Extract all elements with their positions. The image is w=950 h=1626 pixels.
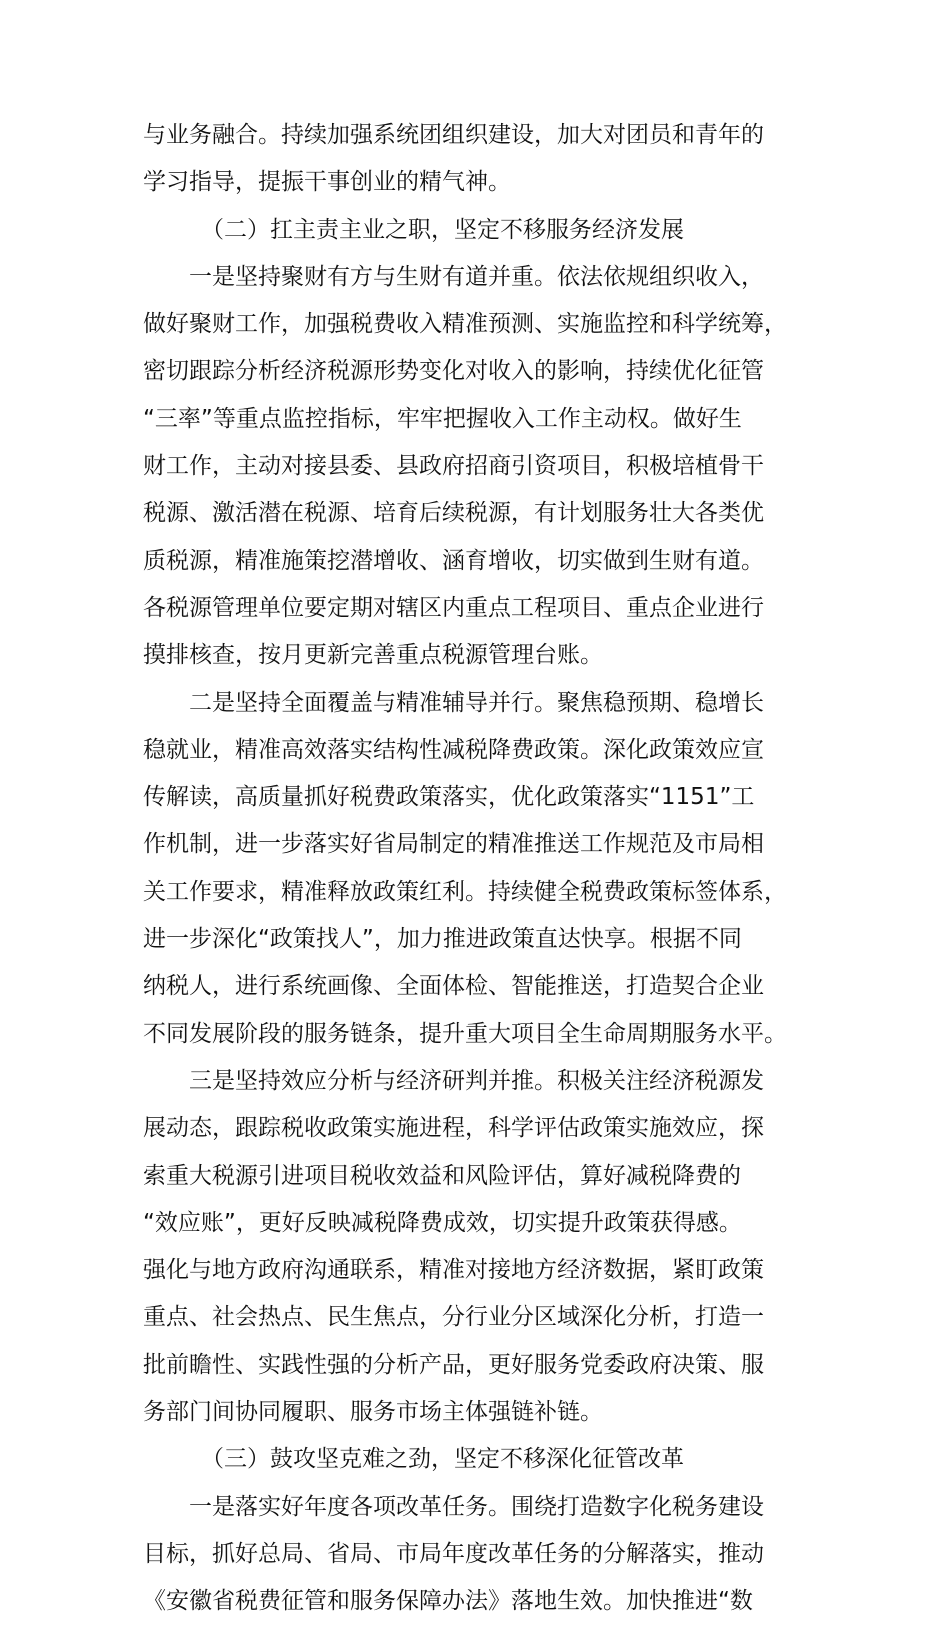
body-text-line: 进一步深化“政策找人”，加力推进政策直达快享。根据不同 — [143, 926, 742, 953]
body-text-line: 《安徽省税费征管和服务保障办法》落地生效。加快推进“数 — [143, 1588, 753, 1615]
paragraph-first-line: 二是坚持全面覆盖与精准辅导并行。聚焦稳预期、稳增长 — [189, 689, 764, 716]
body-text-line: 摸排核查，按月更新完善重点税源管理台账。 — [143, 642, 603, 669]
body-text-line: 纳税人，进行系统画像、全面体检、智能推送，打造契合企业 — [143, 973, 764, 1000]
body-text-line: 展动态，跟踪税收政策实施进程，科学评估政策实施效应，探 — [143, 1115, 764, 1142]
body-text-line: 务部门间协同履职、服务市场主体强链补链。 — [143, 1399, 603, 1426]
body-text-line: 与业务融合。持续加强系统团组织建设，加大对团员和青年的 — [143, 122, 764, 148]
body-text-line: “三率”等重点监控指标，牢牢把握收入工作主动权。做好生 — [143, 405, 742, 432]
body-text-line: 不同发展阶段的服务链条，提升重大项目全生命周期服务水平。 — [143, 1020, 787, 1047]
body-text-line: 索重大税源引进项目税收效益和风险评估，算好减税降费的 — [143, 1162, 741, 1189]
body-text-line: 学习指导，提振干事创业的精气神。 — [143, 169, 511, 196]
section-heading: （二）扛主责主业之职，坚定不移服务经济发展 — [201, 216, 684, 243]
body-text-line: 质税源，精准施策挖潜增收、涵育增收，切实做到生财有道。 — [143, 547, 764, 574]
body-text-line: 密切跟踪分析经济税源形势变化对收入的影响，持续优化征管 — [143, 358, 764, 385]
body-text-line: “效应账”，更好反映减税降费成效，切实提升政策获得感。 — [143, 1209, 742, 1236]
section-heading: （三）鼓攻坚克难之劲，坚定不移深化征管改革 — [201, 1446, 684, 1473]
body-text-line: 稳就业，精准高效落实结构性减税降费政策。深化政策效应宣 — [143, 736, 764, 763]
paragraph-first-line: 三是坚持效应分析与经济研判并推。积极关注经济税源发 — [189, 1067, 764, 1094]
body-text-line: 重点、社会热点、民生焦点，分行业分区域深化分析，打造一 — [143, 1304, 764, 1331]
body-text-line: 财工作，主动对接县委、县政府招商引资项目，积极培植骨干 — [143, 453, 764, 480]
paragraph-first-line: 一是坚持聚财有方与生财有道并重。依法依规组织收入， — [189, 263, 764, 290]
body-text-line: 传解读，高质量抓好税费政策落实，优化政策落实“1151”工 — [143, 784, 755, 811]
document-body — [143, 112, 809, 1626]
body-text-line: 税源、激活潜在税源、培育后续税源，有计划服务壮大各类优 — [143, 500, 764, 527]
body-text-line: 作机制，进一步落实好省局制定的精准推送工作规范及市局相 — [143, 831, 764, 858]
paragraph-first-line: 一是落实好年度各项改革任务。围绕打造数字化税务建设 — [189, 1493, 764, 1520]
body-text-line: 强化与地方政府沟通联系，精准对接地方经济数据，紧盯政策 — [143, 1257, 764, 1284]
body-text-line: 关工作要求，精准释放政策红利。持续健全税费政策标签体系， — [143, 878, 787, 905]
body-text-line: 目标，抓好总局、省局、市局年度改革任务的分解落实，推动 — [143, 1540, 764, 1567]
body-text-line: 做好聚财工作，加强税费收入精准预测、实施监控和科学统筹， — [143, 311, 787, 338]
body-text-line: 批前瞻性、实践性强的分析产品，更好服务党委政府决策、服 — [143, 1351, 764, 1378]
body-text-line: 各税源管理单位要定期对辖区内重点工程项目、重点企业进行 — [143, 594, 764, 621]
